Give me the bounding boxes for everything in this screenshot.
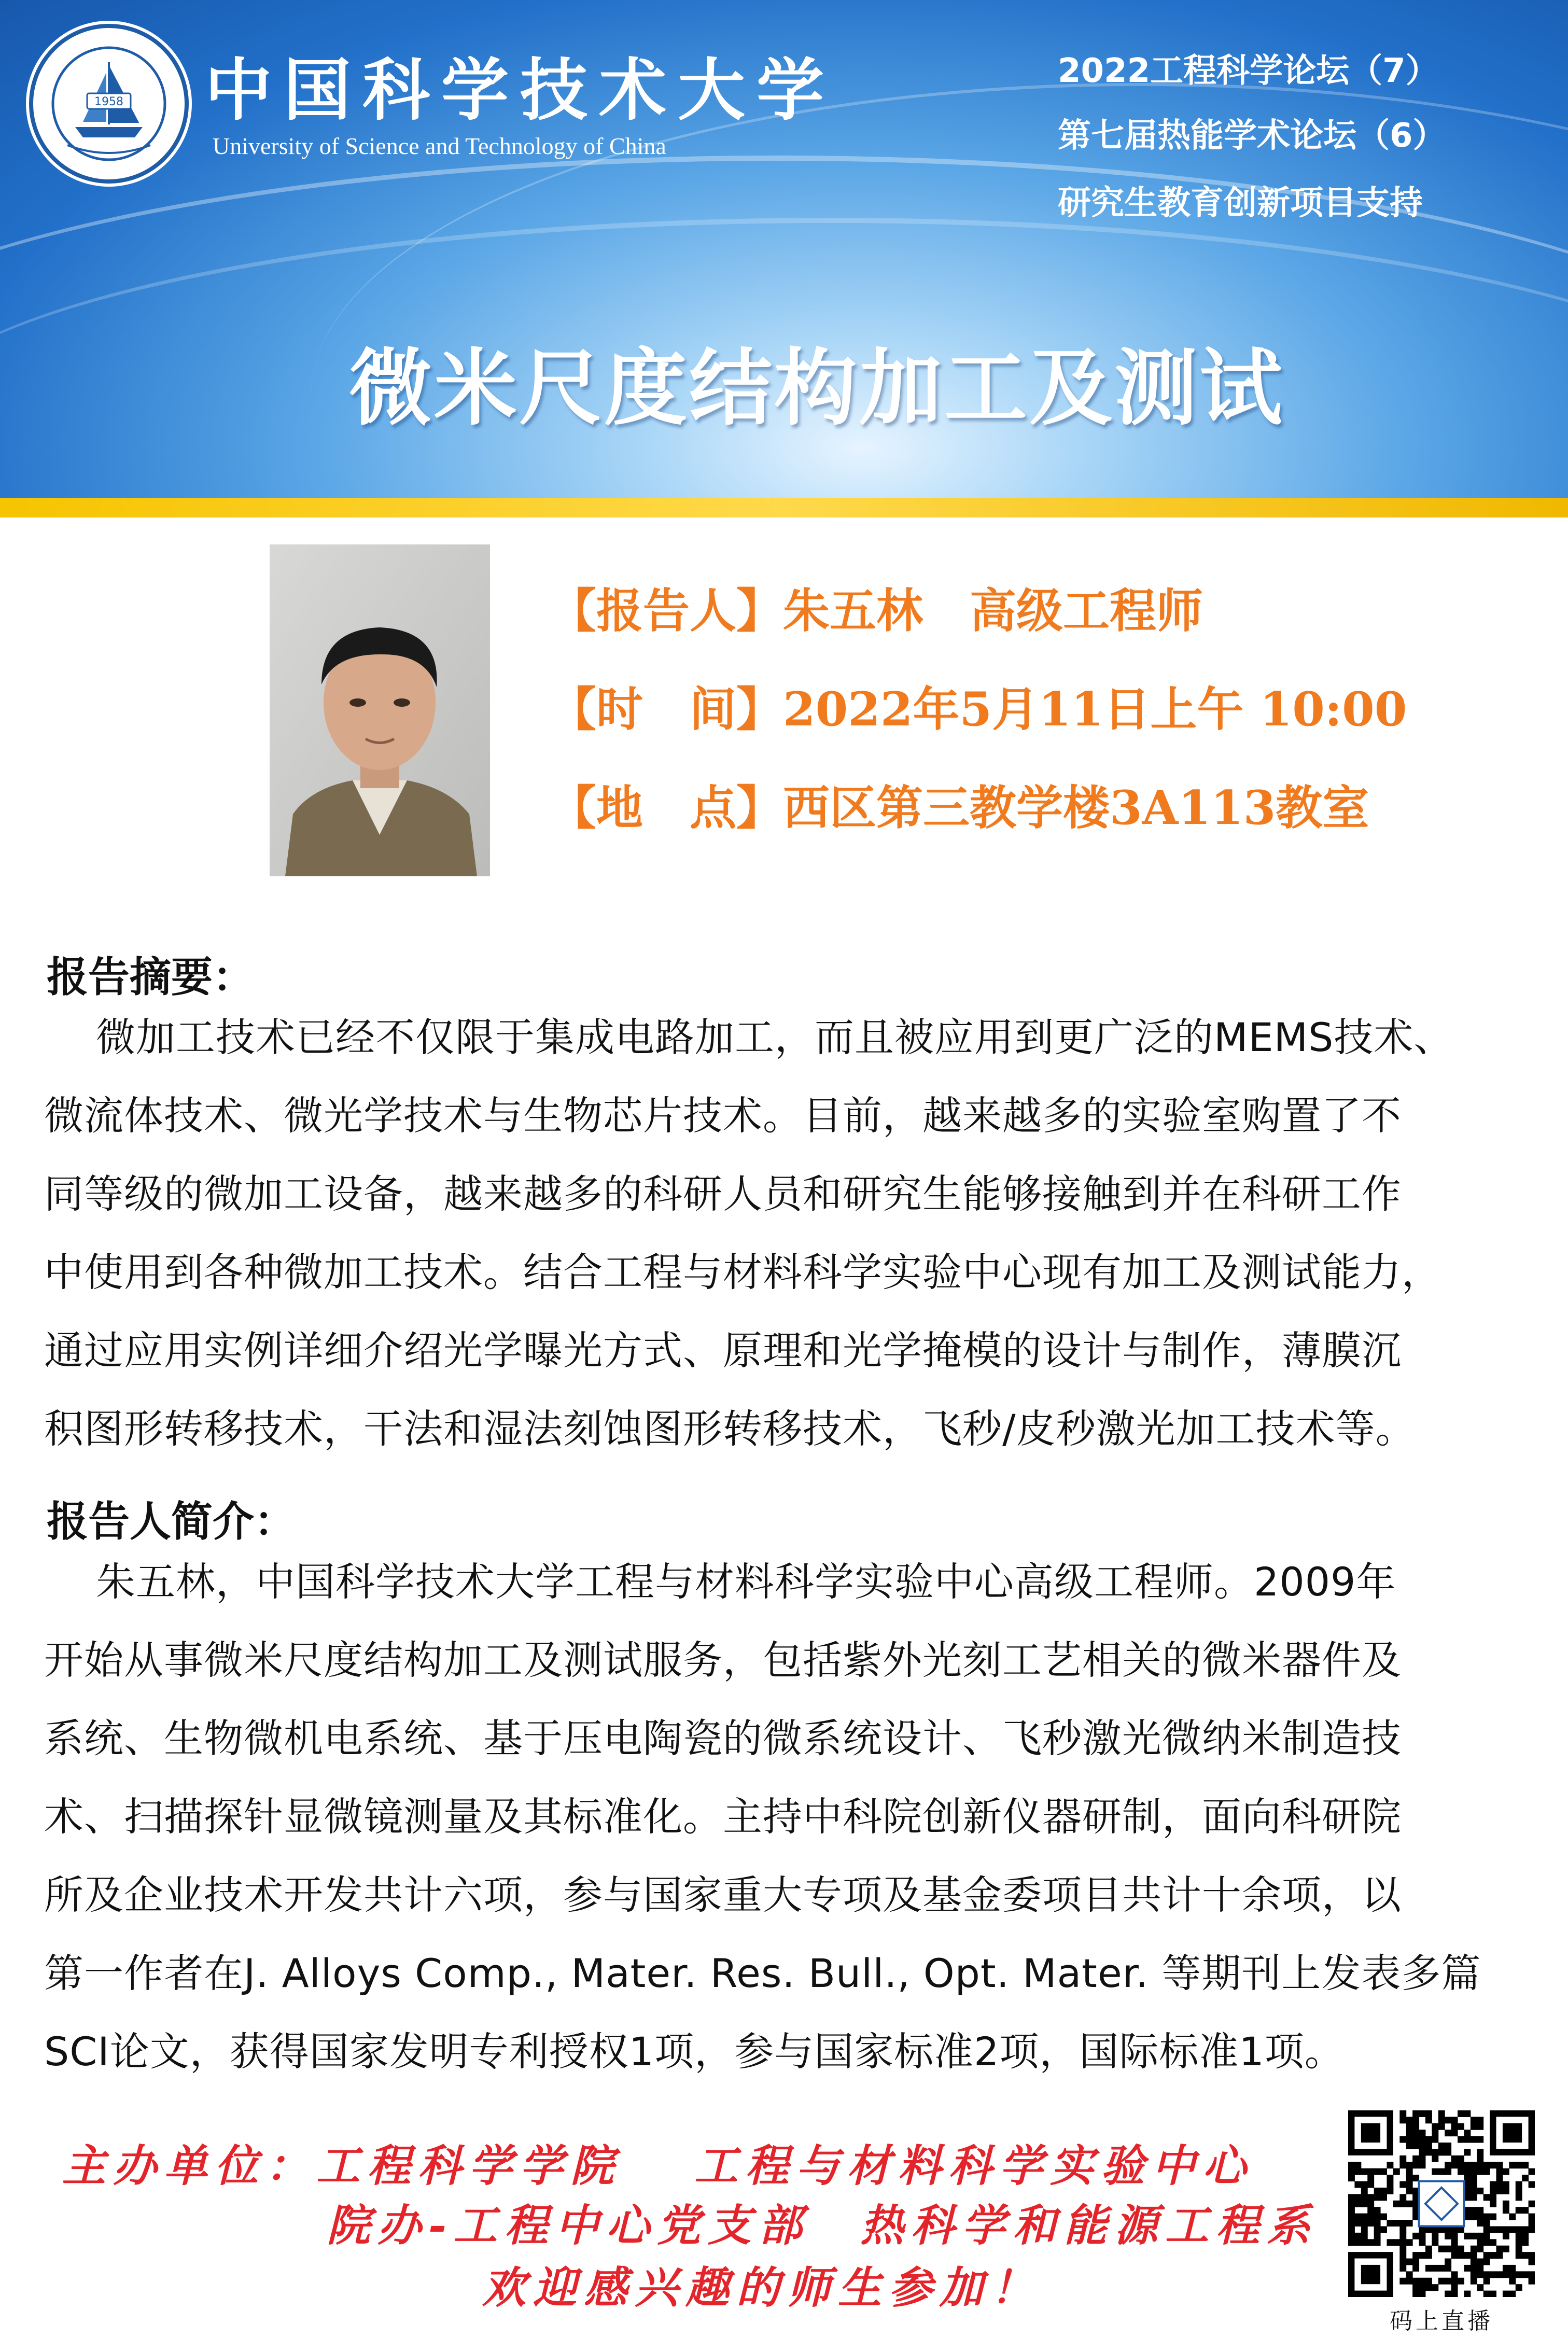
abstract-line: 中使用到各种微加工技术。结合工程与材料科学实验中心现有加工及测试能力，	[44, 1249, 1441, 1295]
bio-line: 第一作者在J. Alloys Comp., Mater. Res. Bull., Opt. Mater. 等期刊上发表多篇	[44, 1950, 1481, 1996]
page-title: 微米尺度结构加工及测试	[348, 340, 1284, 437]
forum-line-1: 2022工程科学论坛（7）	[1058, 52, 1439, 90]
abstract-line: 积图形转移技术，干法和湿法刻蚀图形转移技术，飞秒/皮秒激光加工技术等。	[44, 1406, 1416, 1452]
university-name-cn: 中国科学技术大学	[205, 50, 836, 130]
time-value: 2022年5月11日上午 10:00	[783, 682, 1407, 737]
abstract-heading: 报告摘要：	[47, 953, 254, 1001]
host-line-2: 院办-工程中心党支部 热科学和能源工程系	[327, 2200, 1318, 2251]
abstract-line: 微加工技术已经不仅限于集成电路加工，而且被应用到更广泛的MEMS技术、	[96, 1014, 1454, 1060]
bio-line: 朱五林，中国科学技术大学工程与材料科学实验中心高级工程师。2009年	[96, 1559, 1396, 1605]
abstract-line: 通过应用实例详细介绍光学曝光方式、原理和光学掩模的设计与制作，薄膜沉	[44, 1327, 1402, 1374]
bio-text	[44, 1543, 1527, 2091]
host-line-1: 主办单位：工程科学学院 工程与材料科学实验中心	[62, 2140, 1254, 2191]
reporter-value: 朱五林 高级工程师	[783, 583, 1203, 638]
university-name-en: University of Science and Technology of China	[213, 133, 666, 159]
bio-line: 术、扫描探针显微镜测量及其标准化。主持中科院创新仪器研制，面向科研院	[44, 1794, 1402, 1840]
place-row	[550, 770, 1369, 837]
forum-line-3: 研究生教育创新项目支持	[1058, 184, 1423, 222]
svg-text:1958: 1958	[94, 95, 123, 108]
reporter-label: 【报告人】	[550, 583, 783, 638]
place-value: 西区第三教学楼3A113教室	[783, 780, 1369, 835]
time-row	[550, 671, 1407, 739]
time-label: 【时 间】	[550, 682, 783, 737]
bio-line: 系统、生物微机电系统、基于压电陶瓷的微系统设计、飞秒激光微纳米制造技	[44, 1715, 1402, 1761]
university-logo	[26, 21, 192, 187]
abstract-line: 同等级的微加工设备，越来越多的科研人员和研究生能够接触到并在科研工作	[44, 1171, 1402, 1217]
bio-heading: 报告人简介：	[47, 1497, 296, 1546]
welcome-text: 欢迎感兴趣的师生参加！	[482, 2262, 1042, 2313]
abstract-line: 微流体技术、微光学技术与生物芯片技术。目前，越来越多的实验室购置了不	[44, 1093, 1402, 1139]
place-label: 【地 点】	[550, 780, 783, 835]
qr-code[interactable]	[1348, 2110, 1535, 2297]
bio-line: SCI论文，获得国家发明专利授权1项，参与国家标准2项，国际标准1项。	[44, 2028, 1345, 2075]
reporter-row	[550, 573, 1203, 640]
bio-line: 所及企业技术开发共计六项，参与国家重大专项及基金委项目共计十余项，以	[44, 1872, 1402, 1918]
forum-line-2: 第七届热能学术论坛（6）	[1058, 117, 1446, 155]
abstract-text	[44, 998, 1527, 1468]
speaker-photo	[270, 544, 490, 876]
header-accent-bar	[0, 498, 1568, 517]
qr-caption: 码上直播	[1390, 2308, 1493, 2334]
bio-line: 开始从事微米尺度结构加工及测试服务，包括紫外光刻工艺相关的微米器件及	[44, 1637, 1402, 1683]
